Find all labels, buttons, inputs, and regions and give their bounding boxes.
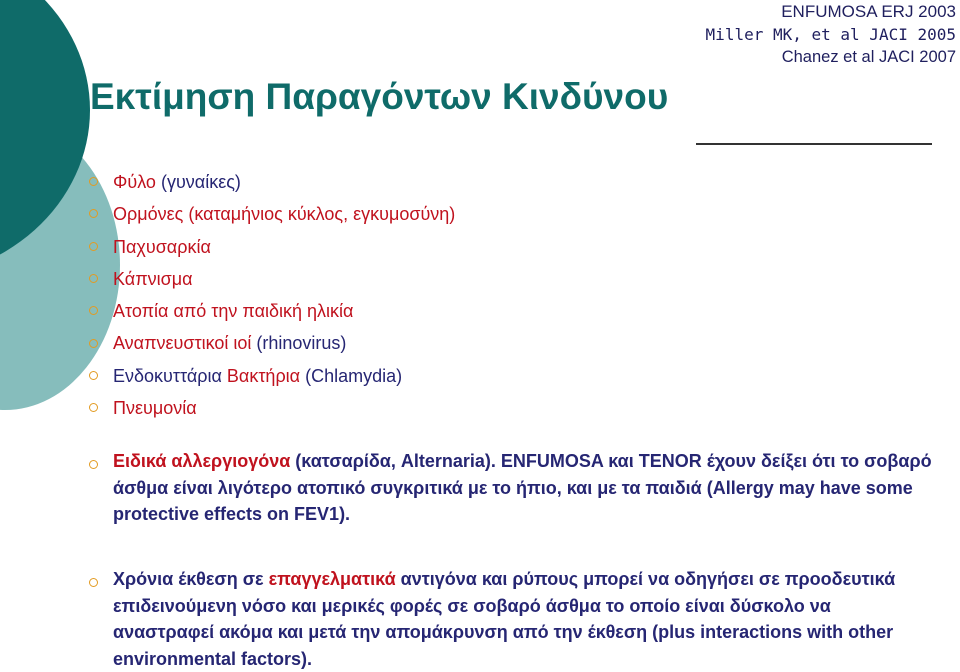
factor-detail: (rhinovirus) xyxy=(251,333,347,354)
allergen-paragraph xyxy=(0,448,933,528)
bullet-icon xyxy=(89,403,98,412)
bullet-icon xyxy=(89,371,98,380)
factor-highlight: Ατοπία από την παιδική ηλικία xyxy=(113,301,354,322)
slide-title: Εκτίμηση Παραγόντων Κινδύνου xyxy=(90,76,669,117)
reference-1: ENFUMOSA ERJ 2003 xyxy=(781,2,956,21)
bullet-icon xyxy=(89,242,98,251)
factor-highlight: Αναπνευστικοί ιοί xyxy=(113,333,252,354)
factor-highlight: Κάπνισμα xyxy=(113,268,193,289)
bullet-icon xyxy=(89,306,98,315)
list-item xyxy=(0,360,455,392)
risk-factor-list xyxy=(0,166,455,424)
reference-3: Chanez et al JACI 2007 xyxy=(781,48,956,66)
factor-highlight: Πνευμονία xyxy=(113,398,197,419)
reference-2: Miller MK, et al JACI 2005 xyxy=(705,25,956,44)
paragraph-text: αντιγόνα και ρύπους μπορεί να οδηγήσει σε προοδευτικά επιδεινούμενη νόσο και μερικές φορές σε σοβαρό άσθμα το οποίο είναι δύσκολο να αναστραφεί ακόμα και μετά την απομάκρυνση από την έκθεση (plus interactions with other environmental factors). xyxy=(113,569,896,669)
factor-detail: (γυναίκες) xyxy=(155,172,241,192)
factor-highlight: Βακτήρια xyxy=(226,365,301,386)
bullet-icon xyxy=(89,460,98,469)
paragraph-prefix: Χρόνια έκθεση σε xyxy=(113,569,269,589)
bullet-icon xyxy=(89,339,98,348)
bullet-icon xyxy=(89,177,98,186)
factor-highlight: Ορμόνες (καταμήνιος κύκλος, εγκυμοσύνη) xyxy=(113,204,456,225)
factor-detail: (Chlamydia) xyxy=(300,365,403,386)
list-item xyxy=(0,231,455,263)
list-item xyxy=(0,198,455,230)
occupational-paragraph xyxy=(0,566,933,672)
list-item xyxy=(0,327,455,359)
factor-highlight: Παχυσαρκία xyxy=(113,236,211,257)
factor-prefix: Ενδοκυττάρια xyxy=(113,365,227,386)
list-item xyxy=(0,263,455,295)
list-item xyxy=(0,295,455,327)
bullet-icon xyxy=(89,274,98,283)
list-item xyxy=(0,166,455,198)
paragraph-text: (κατσαρίδα, Alternaria). ENFUMOSA και TENOR έχουν δείξει ότι το σοβαρό άσθμα είναι λιγότερο ατοπικό συγκριτικά με το ήπιο, και με τα παιδιά (Allergy may have some protective effects on FEV1). xyxy=(113,451,932,524)
paragraph-highlight: Ειδικά αλλεργιογόνα xyxy=(113,451,291,471)
factor-highlight: Φύλο xyxy=(113,172,156,192)
references xyxy=(706,0,956,69)
bullet-icon xyxy=(89,209,98,218)
paragraph-highlight: επαγγελματικά xyxy=(268,569,396,589)
bullet-icon xyxy=(89,578,98,587)
title-underline xyxy=(696,143,932,145)
list-item xyxy=(0,392,455,424)
